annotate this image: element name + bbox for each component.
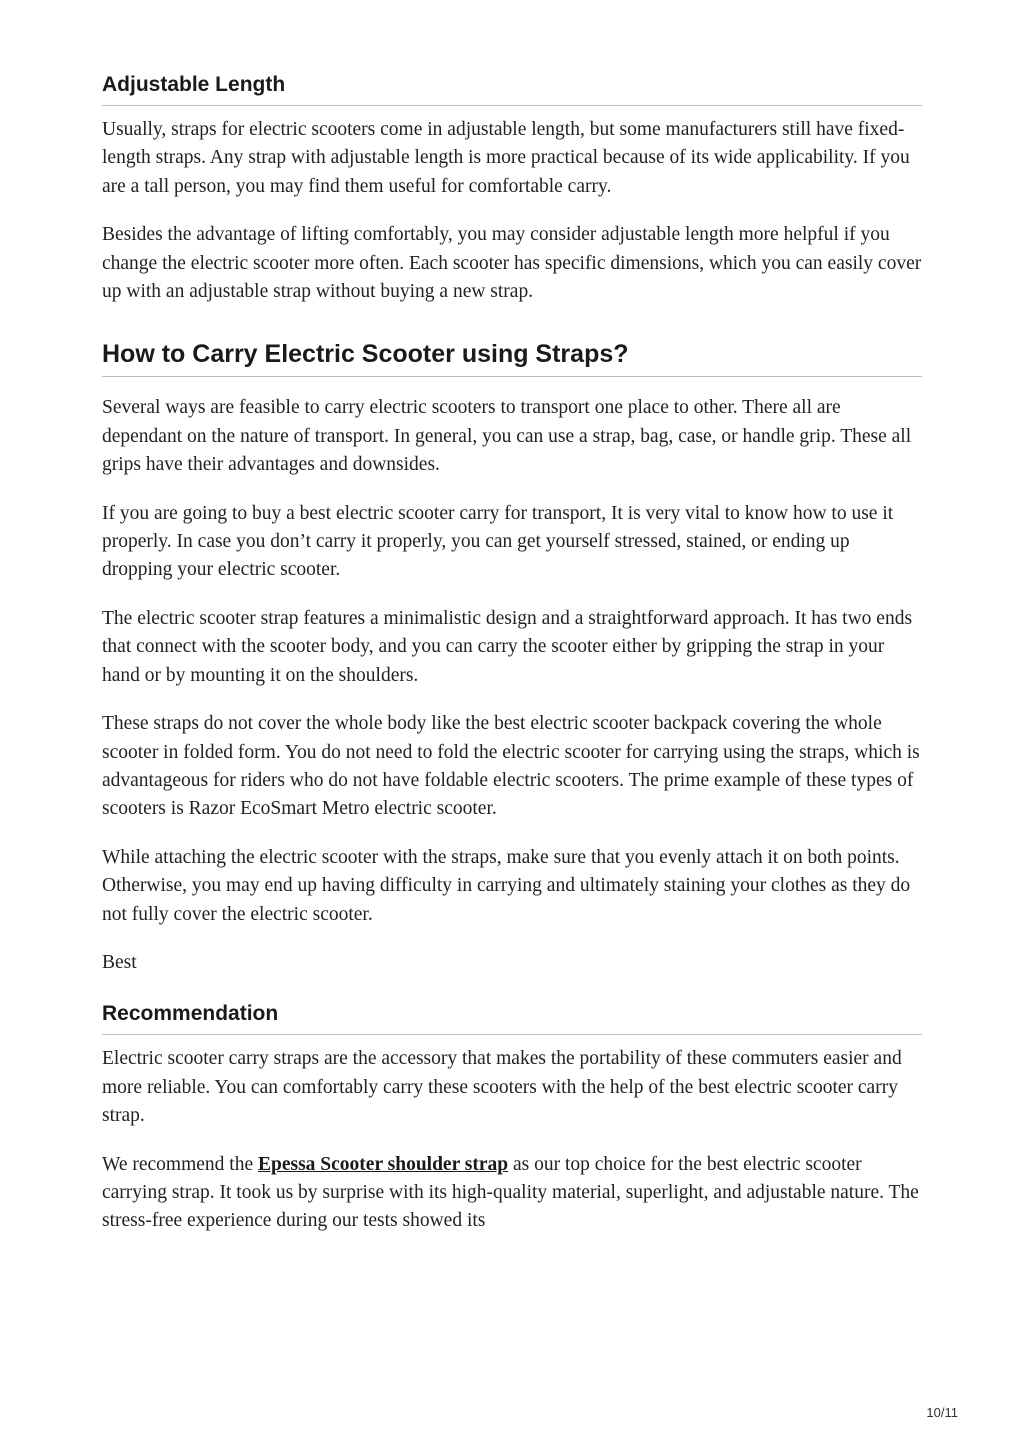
recommendation-text-before: We recommend the	[102, 1153, 258, 1175]
heading-recommendation: Recommendation	[102, 1001, 922, 1035]
paragraph-recommendation-1: Electric scooter carry straps are the accessory that makes the portability of these commuters easier and more reliable. You can comfortably carry these scooters with the help of the best electric scooter carry strap.	[102, 1048, 902, 1127]
epessa-strap-link[interactable]: Epessa Scooter shoulder strap	[258, 1153, 509, 1175]
paragraph-adjustable-length-1: Usually, straps for electric scooters come in adjustable length, but some manufacturers still have fixed-length straps. Any strap with adjustable length is more practical because of its wide applicability. If you are a tall person, you may find them useful for comfortable carry.	[102, 119, 910, 197]
paragraph-how-to-carry-1: Several ways are feasible to carry electric scooters to transport one place to other. There all are dependant on the nature of transport. In general, you can use a strap, bag, case, or handle grip. These all grips have their advantages and downsides.	[102, 397, 912, 476]
heading-adjustable-length: Adjustable Length	[102, 72, 922, 106]
paragraph-how-to-carry-6: Best	[102, 951, 137, 973]
paragraph-how-to-carry-3: The electric scooter strap features a minimalistic design and a straightforward approach. It has two ends that connect with the scooter body, and you can carry the scooter either by gripping the strap in your hand or by mounting it on the shoulders.	[102, 607, 913, 686]
paragraph-recommendation-2	[102, 1151, 922, 1236]
paragraph-adjustable-length-2: Besides the advantage of lifting comfortably, you may consider adjustable length more helpful if you change the electric scooter more often. Each scooter has specific dimensions, which you can easily cover up with an adjustable strap without buying a new strap.	[102, 224, 922, 303]
page-number: 10/11	[926, 1405, 958, 1420]
paragraph-how-to-carry-2: If you are going to buy a best electric scooter carry for transport, It is very vital to know how to use it properly. In case you don’t carry it properly, you can get yourself stressed, stained, or ending up dropping your electric scooter.	[102, 502, 894, 581]
paragraph-how-to-carry-5: While attaching the electric scooter with the straps, make sure that you evenly attach it on both points. Otherwise, you may end up having difficulty in carrying and ultimately staining your clothes as they do not fully cover the electric scooter.	[102, 846, 911, 925]
heading-how-to-carry: How to Carry Electric Scooter using Straps?	[102, 339, 922, 377]
document-page	[102, 0, 922, 1236]
recommendation-text-after: as our top choice for the best electric scooter carrying strap. It took us by surprise with its high-quality material, superlight, and adjustable nature. The stress-free experience during our tests showed its	[102, 1153, 919, 1232]
paragraph-how-to-carry-4: These straps do not cover the whole body like the best electric scooter backpack covering the whole scooter in folded form. You do not need to fold the electric scooter for carrying using the straps, which is advantageous for riders who do not have foldable electric scooters. The prime example of these types of scooters is Razor EcoSmart Metro electric scooter.	[102, 713, 920, 820]
